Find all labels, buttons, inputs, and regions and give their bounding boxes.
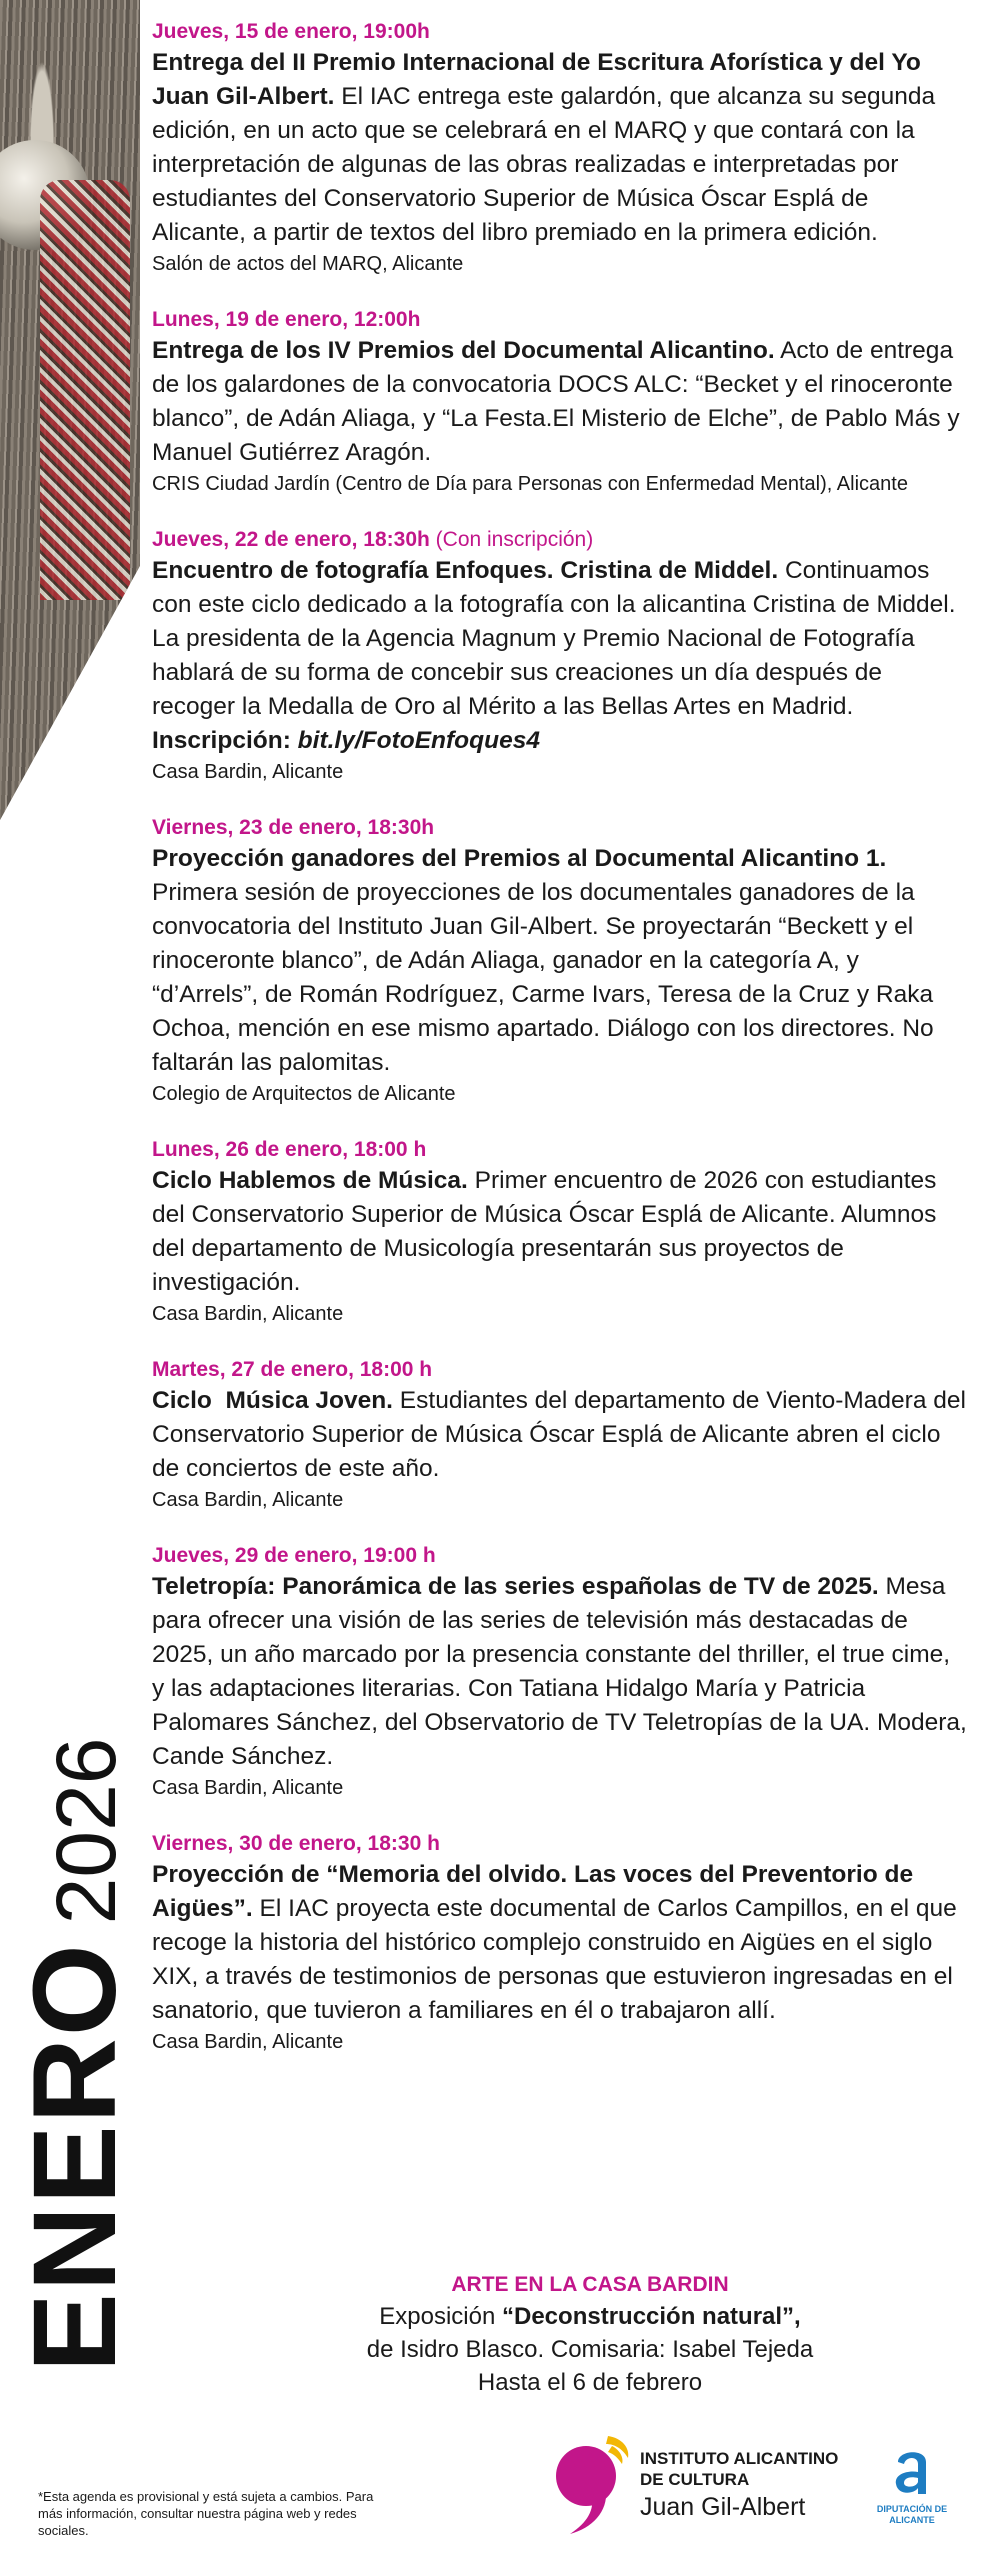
event-venue: CRIS Ciudad Jardín (Centro de Día para Personas con Enfermedad Mental), Alicante	[152, 473, 908, 495]
month-label	[9, 1737, 141, 2372]
event-date: Jueves, 15 de enero, 19:00h	[152, 20, 430, 43]
event-venue: Colegio de Arquitectos de Alicante	[152, 1083, 456, 1105]
event-venue: Casa Bardin, Alicante	[152, 1303, 344, 1325]
iac-logo[interactable]	[548, 2430, 848, 2540]
event-date: Jueves, 29 de enero, 19:00 h	[152, 1544, 436, 1567]
event-registration	[152, 724, 967, 758]
event-date: Lunes, 26 de enero, 18:00 h	[152, 1138, 427, 1161]
event-description	[152, 1384, 967, 1486]
iac-name: INSTITUTO ALICANTINO DE CULTURA	[640, 2449, 839, 2489]
event-item	[152, 526, 967, 786]
event-text: Mesa para ofrecer una visión de las series de televisión más destacadas de 2025, un año marcado por la presencia constante del thriller, el true cime, y las adaptaciones literarias. Con Tatiana Hidalgo María y Patricia Palomares Sánchez, del Observatorio de TV Teletropías de la UA. Modera, Cande Sánchez.	[152, 1573, 967, 1770]
event-item	[152, 1542, 967, 1802]
registration-link[interactable]: bit.ly/FotoEnfoques4	[297, 727, 540, 754]
diputacion-name: DIPUTACIÓN DE ALICANTE	[876, 2504, 948, 2525]
comma-logo-icon	[548, 2432, 638, 2536]
photo-figure	[40, 180, 130, 600]
registration-label: Inscripción:	[152, 727, 298, 754]
diputacion-logo[interactable]	[872, 2442, 952, 2542]
event-title: Proyección ganadores del Premios al Documental Alicantino 1.	[152, 845, 887, 872]
event-text: El IAC entrega este galardón, que alcanza su segunda edición, en un acto que se celebrará en el MARQ y que contará con la interpretación de algunas de las obras realizadas e interpretadas por estudiantes del Conservatorio Superior de Música Óscar Esplá de Alicante, a partir de textos del libro premiado en la primera edición.	[152, 83, 936, 246]
event-venue: Casa Bardin, Alicante	[152, 1489, 344, 1511]
event-item	[152, 306, 967, 498]
exhibition-heading: ARTE EN LA CASA BARDIN	[451, 2273, 729, 2296]
event-item	[152, 1356, 967, 1514]
event-title: Ciclo Hablemos de Música.	[152, 1167, 468, 1194]
event-description	[152, 1570, 967, 1774]
event-date: Lunes, 19 de enero, 12:00h	[152, 308, 421, 331]
iac-subname: Juan Gil-Albert	[640, 2493, 806, 2521]
month-year: 2026	[39, 1737, 133, 1925]
exhibition-block	[260, 2270, 920, 2399]
event-item	[152, 814, 967, 1108]
letter-a-logo-icon	[888, 2442, 936, 2500]
event-title: Ciclo Música Joven.	[152, 1387, 393, 1414]
event-venue: Casa Bardin, Alicante	[152, 761, 344, 783]
event-text: Continuamos con este ciclo dedicado a la fotografía con la alicantina Cristina de Middel. La presidenta de la Agencia Magnum y Premio Nacional de Fotografía hablará de su forma de concebir sus creaciones un día después de recoger la Medalla de Oro al Mérito a las Bellas Artes en Madrid.	[152, 557, 956, 720]
event-title: Teletropía: Panorámica de las series españolas de TV de 2025.	[152, 1573, 879, 1600]
event-text: Acto de entrega de los galardones de la convocatoria DOCS ALC: “Becket y el rinoceronte blanco”, de Adán Aliaga, y “La Festa.El Misterio de Elche”, de Pablo Más y Manuel Gutiérrez Aragón.	[152, 337, 960, 466]
event-date: Jueves, 22 de enero, 18:30h (Con inscripción)	[152, 528, 594, 551]
event-text: Estudiantes del departamento de Viento-Madera del Conservatorio Superior de Música Óscar Esplá de Alicante abren el ciclo de conciertos de este año.	[152, 1387, 966, 1482]
event-date-note: (Con inscripción)	[429, 528, 594, 551]
event-description	[152, 842, 967, 1080]
exhibition-credits: de Isidro Blasco. Comisaria: Isabel Tejeda	[366, 2336, 814, 2363]
event-description	[152, 554, 967, 724]
event-item	[152, 18, 967, 278]
event-description	[152, 334, 967, 470]
month-name: ENERO	[9, 1942, 141, 2372]
event-title: Entrega de los IV Premios del Documental Alicantino.	[152, 337, 775, 364]
event-description	[152, 1164, 967, 1300]
event-item	[152, 1136, 967, 1328]
exhibition-title: “Deconstrucción natural”,	[502, 2303, 801, 2330]
event-description	[152, 1858, 967, 2028]
event-text: Primera sesión de proyecciones de los documentales ganadores de la convocatoria del Instituto Juan Gil-Albert. Se proyectarán “Beckett y el rinoceronte blanco”, de Adán Aliaga, ganador en la categoría A, y “d’Arrels”, de Román Rodríguez, Carme Ivars, Teresa de la Cruz y Raka Ochoa, mención en ese mismo apartado. Diálogo con los directores. No faltarán las palomitas.	[152, 879, 934, 1076]
exhibition-title-line: Exposición “Deconstrucción natural”,	[379, 2303, 801, 2330]
event-list	[152, 18, 967, 2084]
event-title: Proyección de “Memoria del olvido. Las voces del Preventorio de Aigües”.	[152, 1861, 914, 1922]
event-title: Encuentro de fotografía Enfoques. Cristina de Middel.	[152, 557, 779, 584]
event-text: El IAC proyecta este documental de Carlos Campillos, en el que recoge la historia del histórico complejo construido en Aigües en el siglo XIX, a través de testimonios de personas que estuvieron ingresadas en el sanatorio, que tuvieron a familiares en él o trabajaron allí.	[152, 1895, 957, 2024]
event-title: Entrega del II Premio Internacional de Escritura Aforística y del Yo Juan Gil-Albert.	[152, 49, 921, 110]
event-description	[152, 46, 967, 250]
event-date: Viernes, 30 de enero, 18:30 h	[152, 1832, 440, 1855]
event-date: Viernes, 23 de enero, 18:30h	[152, 816, 435, 839]
event-item	[152, 1830, 967, 2056]
event-date: Martes, 27 de enero, 18:00 h	[152, 1358, 433, 1381]
disclaimer: *Esta agenda es provisional y está sujeta a cambios. Para más información, consultar nuestra página web y redes sociales.	[38, 2489, 374, 2538]
event-venue: Casa Bardin, Alicante	[152, 1777, 344, 1799]
event-text: Primer encuentro de 2026 con estudiantes del Conservatorio Superior de Música Óscar Esplá de Alicante. Alumnos del departamento de Musicología presentarán sus proyectos de investigación.	[152, 1167, 937, 1296]
event-venue: Casa Bardin, Alicante	[152, 2031, 344, 2053]
exhibition-dates: Hasta el 6 de febrero	[477, 2369, 703, 2396]
header-photo	[0, 0, 140, 820]
event-venue: Salón de actos del MARQ, Alicante	[152, 253, 464, 275]
